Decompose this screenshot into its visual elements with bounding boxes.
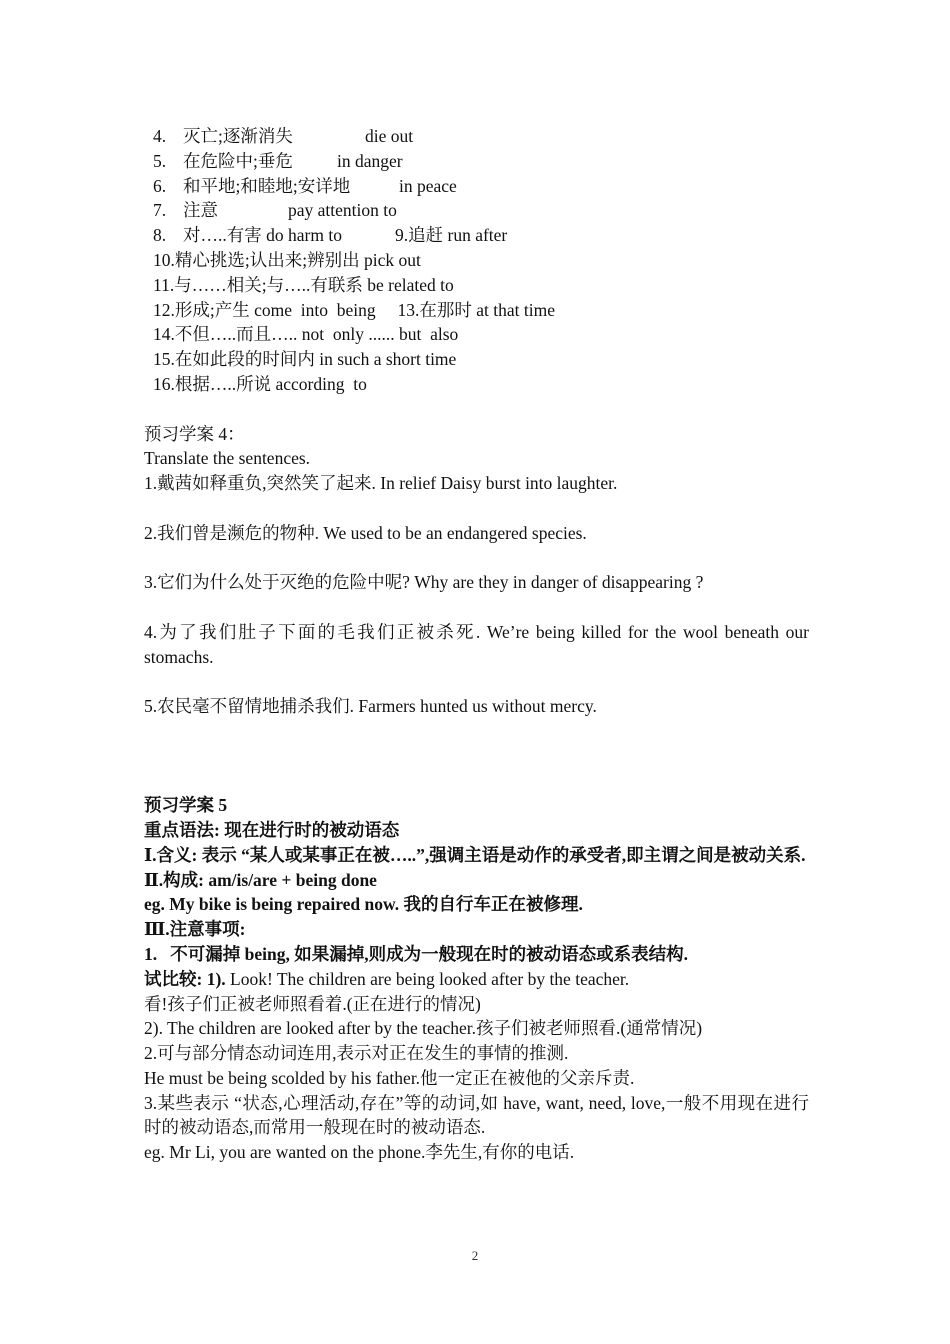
vocab-text: 精心挑选;认出来;辨别出 pick out	[174, 249, 421, 270]
vocab-cn: 和平地;和睦地;安详地	[183, 175, 351, 196]
vocab-item: 5. 在危险中;垂危 in danger	[144, 149, 809, 174]
notes-title: Ⅲ.注意事项:	[144, 919, 246, 940]
grammar-meaning: Ⅰ.含义: 表示 “某人或某事正在被…..”,强调主语是动作的承受者,即主谓之间是被动关系.	[144, 844, 806, 865]
vocab-cn: 灭亡;逐渐消失	[183, 126, 293, 146]
vocab-item: 15.在如此段的时间内 in such a short time	[153, 349, 457, 370]
note-2-example: He must be being scolded by his father.他一定正在被他的父亲斥责.	[144, 1067, 635, 1088]
grammar-example: eg. My bike is being repaired now. 我的自行车正在被修理.	[144, 894, 583, 915]
translation-sentence: 2.我们曾是濒危的物种. We used to be an endangered species.	[144, 522, 587, 543]
vocab-item: 7. 注意 pay attention to	[144, 198, 809, 223]
translation-sentence: 5.农民毫不留情地捕杀我们. Farmers hunted us without mercy.	[144, 696, 597, 717]
grammar-heading: 重点语法: 现在进行时的被动语态	[144, 819, 400, 840]
translation-sentence: 1.戴茜如释重负,突然笑了起来. In relief Daisy burst into laughter.	[144, 473, 618, 494]
spacer	[144, 397, 809, 422]
document-page	[144, 124, 809, 1165]
vocab-cn: 注意	[183, 200, 218, 221]
spacer	[144, 546, 809, 571]
vocab-en: in peace	[399, 175, 457, 196]
vocab-en: in danger	[337, 150, 403, 171]
vocab-item: 14.不但…..而且….. not only ...... but also	[153, 324, 459, 345]
vocab-text: 在如此段的时间内 in such a short time	[174, 349, 457, 370]
section-title: 预习学案 4：	[144, 423, 245, 444]
vocab-item: 6. 和平地;和睦地;安详地 in peace	[144, 174, 809, 199]
grammar-structure: Ⅱ.构成: am/is/are + being done	[144, 869, 377, 890]
translation-sentence: 4.为了我们肚子下面的毛我们正被杀死. We’re being killed for the wool beneath our stomachs.	[144, 621, 809, 667]
vocab-en: 9.追赶 run after	[395, 225, 508, 246]
vocab-text: 不但…..而且….. not only ...... but also	[174, 324, 459, 345]
vocab-item: 11.与……相关;与…..有联系 be related to	[153, 274, 454, 295]
vocab-text: 形成;产生 come into being 13.在那时 at that time	[174, 299, 555, 320]
instruction: Translate the sentences.	[144, 448, 311, 469]
vocab-item: 12.形成;产生 come into being 13.在那时 at that time	[153, 299, 555, 320]
vocab-en: pay attention to	[288, 200, 397, 221]
compare-label: 试比较: 1).	[144, 968, 226, 989]
note-3: 3.某些表示 “状态,心理活动,存在”等的动词,如 have, want, need, love,一般不用现在进行时的被动语态,而常用一般现在时的被动语态.	[144, 1092, 809, 1138]
page-number: 2	[471, 1248, 479, 1263]
vocab-item: 8. 对…..有害 do harm to 9.追赶 run after	[144, 223, 809, 248]
vocab-text: 根据…..所说 according to	[174, 373, 367, 394]
note-3-example: eg. Mr Li, you are wanted on the phone.李先生,有你的电话.	[144, 1142, 575, 1163]
vocab-item: 16.根据…..所说 according to	[153, 373, 367, 394]
vocab-cn: 对…..有害 do harm to	[183, 225, 342, 246]
spacer	[144, 719, 809, 793]
vocab-item: 4. 灭亡;逐渐消失 die out	[144, 124, 809, 149]
translation-sentence: 3.它们为什么处于灭绝的危险中呢? Why are they in danger of disappearing ?	[144, 572, 704, 593]
compare-2: 2). The children are looked after by the teacher.孩子们被老师照看.(通常情况)	[144, 1018, 703, 1039]
vocab-cn: 在危险中;垂危	[183, 150, 293, 171]
compare-1-translation: 看!孩子们正被老师照看着.(正在进行的情况)	[144, 993, 481, 1014]
compare-1: Look! The children are being looked after by the teacher.	[225, 968, 630, 989]
note-2: 2.可与部分情态动词连用,表示对正在发生的事情的推测.	[144, 1043, 569, 1064]
spacer	[144, 595, 809, 620]
spacer	[144, 670, 809, 695]
vocab-text: 与……相关;与…..有联系 be related to	[174, 274, 454, 295]
compare-line	[144, 967, 809, 992]
note-1: 1. 不可漏掉 being, 如果漏掉,则成为一般现在时的被动语态或系表结构.	[144, 943, 688, 964]
section-title: 预习学案 5	[144, 795, 228, 816]
spacer	[144, 496, 809, 521]
vocab-en: die out	[365, 126, 414, 146]
vocab-item: 10.精心挑选;认出来;辨别出 pick out	[153, 249, 421, 270]
